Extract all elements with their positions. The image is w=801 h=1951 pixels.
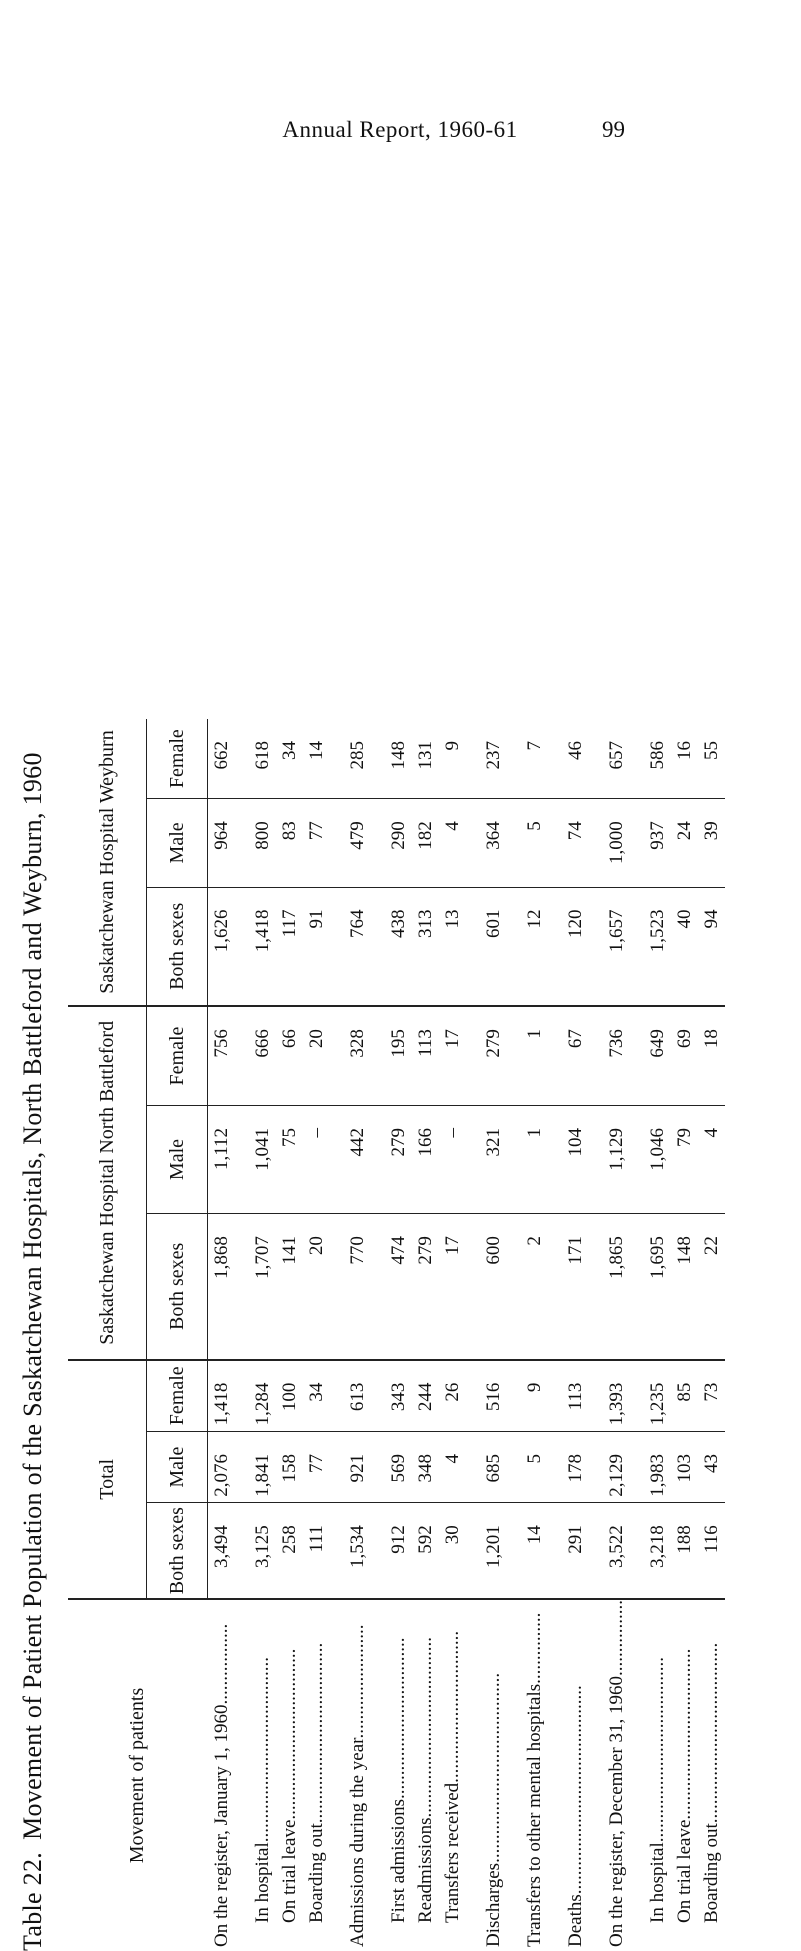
- table-row: [344, 719, 371, 1951]
- value-cell: 5: [521, 799, 548, 887]
- value-cell: 55: [698, 719, 725, 799]
- value-cell: 756: [208, 1006, 236, 1105]
- movement-column-header: Movement of patients: [68, 1599, 208, 1951]
- value-cell: 666: [249, 1006, 276, 1105]
- value-cell: 77: [303, 1431, 330, 1502]
- value-cell: 30: [439, 1503, 466, 1599]
- value-cell: 1,235: [644, 1360, 671, 1432]
- spacer-cell: [630, 1599, 644, 1951]
- value-cell: 34: [276, 719, 303, 799]
- value-cell: 131: [412, 719, 439, 799]
- table-row: [562, 719, 589, 1951]
- spacer-cell: [235, 1503, 249, 1599]
- spacer-cell: [548, 1214, 562, 1360]
- page-header: [0, 0, 801, 140]
- value-cell: 13: [439, 887, 466, 1006]
- row-label: Deaths............................................: [562, 1599, 589, 1951]
- value-cell: 34: [303, 1360, 330, 1432]
- spacer-cell: [507, 1360, 521, 1432]
- value-cell: 937: [644, 799, 671, 887]
- value-cell: 4: [439, 1431, 466, 1502]
- value-cell: 1,707: [249, 1214, 276, 1360]
- value-cell: 171: [562, 1214, 589, 1360]
- value-cell: 17: [439, 1006, 466, 1105]
- table-row: [521, 719, 548, 1951]
- spacer-cell: [330, 719, 344, 799]
- value-cell: 1,000: [603, 799, 630, 887]
- spacer-cell: [589, 1599, 603, 1951]
- value-cell: 921: [344, 1431, 371, 1502]
- value-cell: 141: [276, 1214, 303, 1360]
- value-cell: 182: [412, 799, 439, 887]
- value-cell: 39: [698, 799, 725, 887]
- value-cell: 586: [644, 719, 671, 799]
- value-cell: 195: [385, 1006, 412, 1105]
- spacer-cell: [548, 719, 562, 799]
- value-cell: 16: [671, 719, 698, 799]
- value-cell: 17: [439, 1214, 466, 1360]
- value-cell: 290: [385, 799, 412, 887]
- value-cell: 1,284: [249, 1360, 276, 1432]
- spacer-cell: [466, 887, 480, 1006]
- spacer-cell: [507, 799, 521, 887]
- table-row: [303, 719, 330, 1951]
- value-cell: 618: [249, 719, 276, 799]
- spacer-cell: [371, 1503, 385, 1599]
- table-row: [385, 719, 412, 1951]
- row-label: In hospital.......................................: [644, 1599, 671, 1951]
- spacer-cell: [371, 1105, 385, 1213]
- subheader-wy-both: Both sexes: [147, 887, 208, 1006]
- value-cell: 613: [344, 1360, 371, 1432]
- spacer-cell: [630, 1214, 644, 1360]
- value-cell: 73: [698, 1360, 725, 1432]
- table-row: [644, 719, 671, 1951]
- value-cell: 1,534: [344, 1503, 371, 1599]
- value-cell: 104: [562, 1105, 589, 1213]
- value-cell: 91: [303, 887, 330, 1006]
- value-cell: 116: [698, 1503, 725, 1599]
- value-cell: 40: [671, 887, 698, 1006]
- value-cell: 2,129: [603, 1431, 630, 1502]
- rotated-table-block: [18, 719, 722, 1951]
- spacer-cell: [630, 887, 644, 1006]
- subheader-total-both: Both sexes: [147, 1503, 208, 1599]
- value-cell: 5: [521, 1431, 548, 1502]
- spacer-cell: [371, 887, 385, 1006]
- spacer-cell: [548, 1360, 562, 1432]
- spacer-cell: [466, 1006, 480, 1105]
- movement-table: [68, 719, 725, 1951]
- spacer-cell: [466, 1105, 480, 1213]
- spacer-cell: [548, 1006, 562, 1105]
- value-cell: 14: [303, 719, 330, 799]
- value-cell: 66: [276, 1006, 303, 1105]
- spacer-cell: [589, 887, 603, 1006]
- value-cell: 166: [412, 1105, 439, 1213]
- value-cell: 1,626: [208, 887, 236, 1006]
- spacer-cell: [466, 1599, 480, 1951]
- value-cell: 4: [439, 799, 466, 887]
- value-cell: 3,494: [208, 1503, 236, 1599]
- value-cell: 1,865: [603, 1214, 630, 1360]
- spacer-cell: [589, 1214, 603, 1360]
- row-spacer: [589, 719, 603, 1951]
- row-spacer: [330, 719, 344, 1951]
- spacer-cell: [371, 1214, 385, 1360]
- spacer-cell: [371, 719, 385, 799]
- value-cell: 158: [276, 1431, 303, 1502]
- spacer-cell: [589, 719, 603, 799]
- value-cell: 258: [276, 1503, 303, 1599]
- value-cell: 800: [249, 799, 276, 887]
- value-cell: 662: [208, 719, 236, 799]
- spacer-cell: [330, 1599, 344, 1951]
- value-cell: 285: [344, 719, 371, 799]
- value-cell: 279: [412, 1214, 439, 1360]
- row-spacer: [466, 719, 480, 1951]
- spacer-cell: [466, 1431, 480, 1502]
- spacer-cell: [371, 799, 385, 887]
- spacer-cell: [507, 1105, 521, 1213]
- spacer-cell: [548, 1599, 562, 1951]
- value-cell: 1,523: [644, 887, 671, 1006]
- spacer-cell: [630, 1503, 644, 1599]
- value-cell: 438: [385, 887, 412, 1006]
- row-label: In hospital.......................................: [249, 1599, 276, 1951]
- value-cell: 1,041: [249, 1105, 276, 1213]
- spacer-cell: [235, 1431, 249, 1502]
- value-cell: 279: [385, 1105, 412, 1213]
- value-cell: 649: [644, 1006, 671, 1105]
- value-cell: 1,841: [249, 1431, 276, 1502]
- spacer-cell: [371, 1360, 385, 1432]
- value-cell: 685: [480, 1431, 507, 1502]
- value-cell: 113: [412, 1006, 439, 1105]
- value-cell: 592: [412, 1503, 439, 1599]
- row-label: Readmissions......................................: [412, 1599, 439, 1951]
- row-spacer: [371, 719, 385, 1951]
- table-row: [698, 719, 725, 1951]
- value-cell: 1,868: [208, 1214, 236, 1360]
- value-cell: 20: [303, 1006, 330, 1105]
- table-row: [412, 719, 439, 1951]
- value-cell: 1,112: [208, 1105, 236, 1213]
- row-label: On the register, December 31, 1960................: [603, 1599, 630, 1951]
- value-cell: 364: [480, 799, 507, 887]
- value-cell: 1,418: [249, 887, 276, 1006]
- value-cell: 1,393: [603, 1360, 630, 1432]
- row-label: Boarding out......................................: [698, 1599, 725, 1951]
- spacer-cell: [330, 1006, 344, 1105]
- value-cell: 3,522: [603, 1503, 630, 1599]
- value-cell: 2: [521, 1214, 548, 1360]
- spacer-cell: [507, 1214, 521, 1360]
- spacer-cell: [589, 1360, 603, 1432]
- row-label: Transfers to other mental hospitals...............: [521, 1599, 548, 1951]
- value-cell: 43: [698, 1431, 725, 1502]
- spacer-cell: [548, 1105, 562, 1213]
- spacer-cell: [235, 719, 249, 799]
- spacer-cell: [630, 1105, 644, 1213]
- value-cell: 516: [480, 1360, 507, 1432]
- value-cell: 657: [603, 719, 630, 799]
- spacer-cell: [235, 1214, 249, 1360]
- spacer-cell: [548, 1431, 562, 1502]
- spacer-cell: [330, 799, 344, 887]
- value-cell: 85: [671, 1360, 698, 1432]
- spacer-cell: [235, 1599, 249, 1951]
- row-label: Boarding out......................................: [303, 1599, 330, 1951]
- row-label: On trial leave....................................: [671, 1599, 698, 1951]
- spacer-cell: [330, 887, 344, 1006]
- value-cell: 18: [698, 1006, 725, 1105]
- spacer-cell: [548, 887, 562, 1006]
- value-cell: 75: [276, 1105, 303, 1213]
- row-spacer: [630, 719, 644, 1951]
- subheader-nb-male: Male: [147, 1105, 208, 1213]
- value-cell: 736: [603, 1006, 630, 1105]
- spacer-cell: [235, 1360, 249, 1432]
- value-cell: 1,201: [480, 1503, 507, 1599]
- value-cell: 474: [385, 1214, 412, 1360]
- value-cell: 83: [276, 799, 303, 887]
- spacer-cell: [466, 719, 480, 799]
- row-spacer: [507, 719, 521, 1951]
- subheader-nb-female: Female: [147, 1006, 208, 1105]
- spacer-cell: [507, 1431, 521, 1502]
- spacer-cell: [371, 1599, 385, 1951]
- value-cell: 479: [344, 799, 371, 887]
- value-cell: 9: [439, 719, 466, 799]
- value-cell: 2,076: [208, 1431, 236, 1502]
- value-cell: 178: [562, 1431, 589, 1502]
- value-cell: 1,983: [644, 1431, 671, 1502]
- group-header-total: Total: [68, 1360, 147, 1599]
- value-cell: 94: [698, 887, 725, 1006]
- row-spacer: [235, 719, 249, 1951]
- row-label: Admissions during the year........................: [344, 1599, 371, 1951]
- value-cell: 103: [671, 1431, 698, 1502]
- spacer-cell: [235, 1105, 249, 1213]
- value-cell: 120: [562, 887, 589, 1006]
- table-row: [439, 719, 466, 1951]
- value-cell: 569: [385, 1431, 412, 1502]
- row-label: First admissions..................................: [385, 1599, 412, 1951]
- spacer-cell: [630, 1431, 644, 1502]
- value-cell: 244: [412, 1360, 439, 1432]
- value-cell: 4: [698, 1105, 725, 1213]
- spacer-cell: [589, 799, 603, 887]
- table-row: [603, 719, 630, 1951]
- table-row: [276, 719, 303, 1951]
- spacer-cell: [371, 1431, 385, 1502]
- spacer-cell: [507, 1006, 521, 1105]
- value-cell: 148: [671, 1214, 698, 1360]
- value-cell: –: [439, 1105, 466, 1213]
- value-cell: 117: [276, 887, 303, 1006]
- value-cell: 964: [208, 799, 236, 887]
- value-cell: 348: [412, 1431, 439, 1502]
- value-cell: 291: [562, 1503, 589, 1599]
- row-label: Transfers received................................: [439, 1599, 466, 1951]
- spacer-cell: [507, 1599, 521, 1951]
- spacer-cell: [466, 799, 480, 887]
- row-spacer: [548, 719, 562, 1951]
- value-cell: 46: [562, 719, 589, 799]
- spacer-cell: [371, 1006, 385, 1105]
- value-cell: 148: [385, 719, 412, 799]
- spacer-cell: [630, 799, 644, 887]
- running-title: Annual Report, 1960-61: [282, 117, 518, 142]
- value-cell: 1: [521, 1006, 548, 1105]
- value-cell: 3,218: [644, 1503, 671, 1599]
- value-cell: 7: [521, 719, 548, 799]
- value-cell: 74: [562, 799, 589, 887]
- spacer-cell: [330, 1503, 344, 1599]
- value-cell: 22: [698, 1214, 725, 1360]
- spacer-cell: [630, 719, 644, 799]
- spacer-cell: [507, 1503, 521, 1599]
- value-cell: 188: [671, 1503, 698, 1599]
- subheader-total-female: Female: [147, 1360, 208, 1432]
- value-cell: 1,418: [208, 1360, 236, 1432]
- value-cell: 1,129: [603, 1105, 630, 1213]
- value-cell: 770: [344, 1214, 371, 1360]
- spacer-cell: [235, 799, 249, 887]
- spacer-cell: [466, 1214, 480, 1360]
- value-cell: 1,657: [603, 887, 630, 1006]
- value-cell: 3,125: [249, 1503, 276, 1599]
- value-cell: 69: [671, 1006, 698, 1105]
- value-cell: 237: [480, 719, 507, 799]
- value-cell: 14: [521, 1503, 548, 1599]
- table-body: [208, 719, 726, 1951]
- value-cell: 912: [385, 1503, 412, 1599]
- spacer-cell: [507, 719, 521, 799]
- table-caption: Movement of Patient Population of the Saskatchewan Hospitals, North Battleford and Weyburn, 1960: [18, 752, 47, 1840]
- value-cell: 113: [562, 1360, 589, 1432]
- value-cell: 24: [671, 799, 698, 887]
- value-cell: 20: [303, 1214, 330, 1360]
- subheader-nb-both: Both sexes: [147, 1214, 208, 1360]
- table-row: [208, 719, 236, 1951]
- value-cell: 12: [521, 887, 548, 1006]
- value-cell: 1: [521, 1105, 548, 1213]
- table-number: Table 22.: [18, 1851, 47, 1951]
- value-cell: 328: [344, 1006, 371, 1105]
- value-cell: 601: [480, 887, 507, 1006]
- spacer-cell: [466, 1503, 480, 1599]
- value-cell: 600: [480, 1214, 507, 1360]
- spacer-cell: [589, 1431, 603, 1502]
- subheader-wy-male: Male: [147, 799, 208, 887]
- value-cell: 1,046: [644, 1105, 671, 1213]
- value-cell: 442: [344, 1105, 371, 1213]
- spacer-cell: [589, 1006, 603, 1105]
- spacer-cell: [630, 1360, 644, 1432]
- spacer-cell: [466, 1360, 480, 1432]
- value-cell: 9: [521, 1360, 548, 1432]
- table-row: [480, 719, 507, 1951]
- spacer-cell: [548, 1503, 562, 1599]
- spacer-cell: [507, 887, 521, 1006]
- spacer-cell: [330, 1360, 344, 1432]
- spacer-cell: [330, 1431, 344, 1502]
- value-cell: 343: [385, 1360, 412, 1432]
- group-header-weyburn: Saskatchewan Hospital Weyburn: [68, 719, 147, 1006]
- spacer-cell: [589, 1105, 603, 1213]
- spacer-cell: [330, 1214, 344, 1360]
- value-cell: 1,695: [644, 1214, 671, 1360]
- table-row: [671, 719, 698, 1951]
- spacer-cell: [589, 1503, 603, 1599]
- table-row: [249, 719, 276, 1951]
- value-cell: –: [303, 1105, 330, 1213]
- value-cell: 321: [480, 1105, 507, 1213]
- spacer-cell: [235, 887, 249, 1006]
- spacer-cell: [630, 1006, 644, 1105]
- spacer-cell: [235, 1006, 249, 1105]
- row-label: On the register, January 1, 1960.................: [208, 1599, 236, 1951]
- value-cell: 79: [671, 1105, 698, 1213]
- value-cell: 279: [480, 1006, 507, 1105]
- subheader-total-male: Male: [147, 1431, 208, 1502]
- spacer-cell: [548, 799, 562, 887]
- row-label: Discharges........................................: [480, 1599, 507, 1951]
- group-header-north-battleford: Saskatchewan Hospital North Battleford: [68, 1006, 147, 1360]
- value-cell: 100: [276, 1360, 303, 1432]
- row-label: On trial leave....................................: [276, 1599, 303, 1951]
- subheader-wy-female: Female: [147, 719, 208, 799]
- value-cell: 77: [303, 799, 330, 887]
- value-cell: 313: [412, 887, 439, 1006]
- value-cell: 111: [303, 1503, 330, 1599]
- table-title: [18, 719, 58, 1951]
- spacer-cell: [330, 1105, 344, 1213]
- value-cell: 67: [562, 1006, 589, 1105]
- value-cell: 26: [439, 1360, 466, 1432]
- value-cell: 764: [344, 887, 371, 1006]
- page-number: 99: [602, 117, 625, 142]
